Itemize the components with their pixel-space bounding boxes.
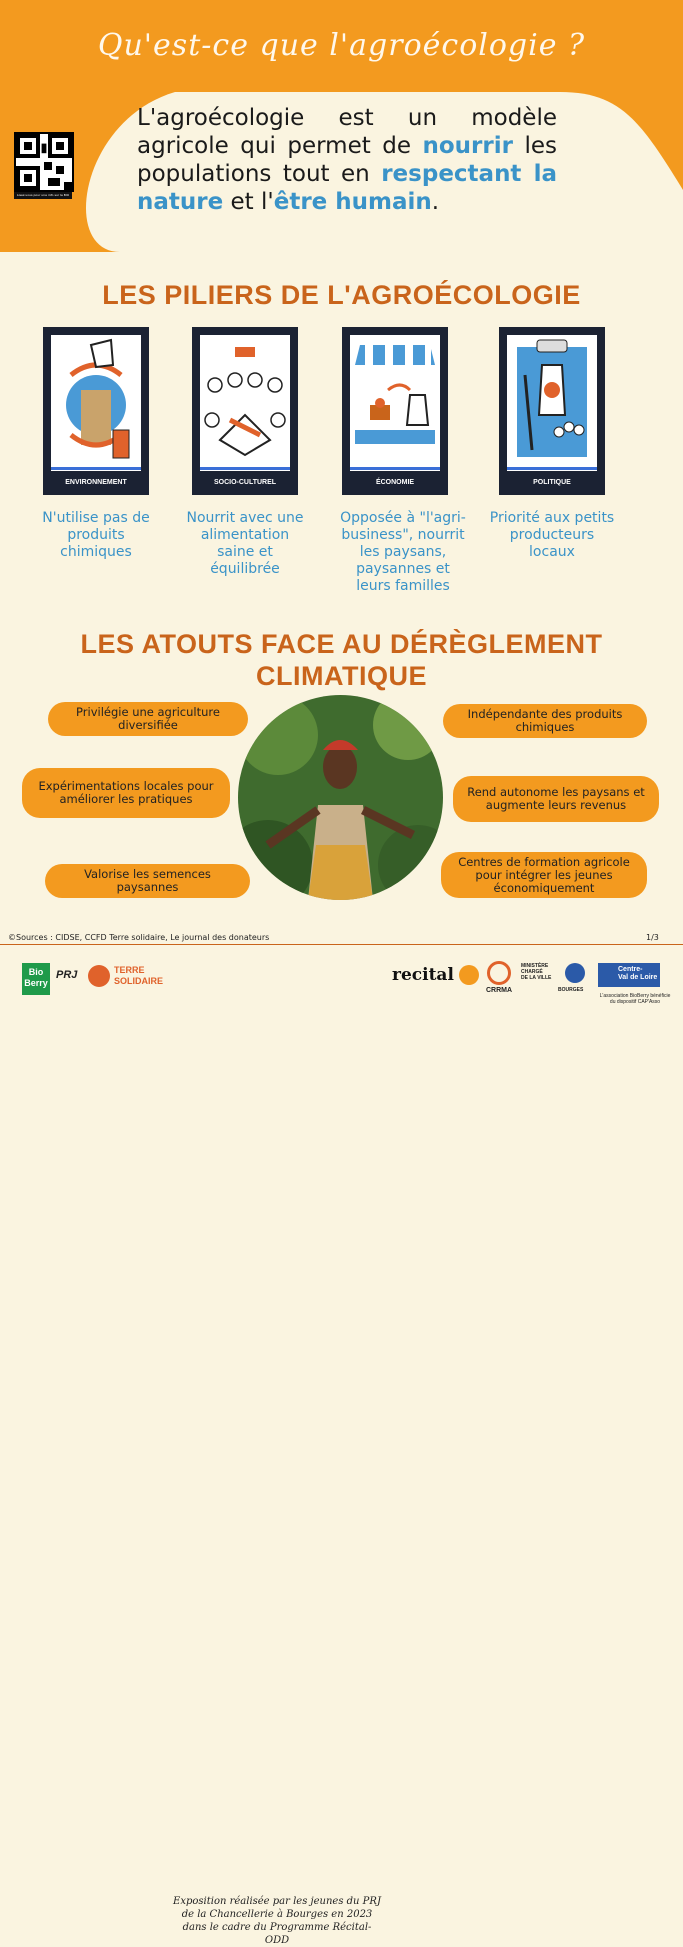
bourges-logo: BOURGES [558, 987, 584, 993]
economy-illustration [350, 335, 440, 471]
bourges-logo-icon [565, 963, 585, 983]
pillar-card-politique [499, 327, 605, 495]
bioberry-logo [22, 963, 50, 995]
recital-logo: recital [392, 965, 454, 985]
centre-val-de-loire-logo [598, 963, 660, 987]
pillar-label: ENVIRONNEMENT [65, 479, 127, 486]
pillar-card-socio-culturel [192, 327, 298, 495]
logo-text: CHARGÉ [521, 969, 543, 975]
qr-icon [16, 134, 72, 190]
intro-highlight: nourrir [422, 133, 513, 159]
intro-text: et l' [223, 189, 274, 215]
asset-pill: Valorise les semences paysannes [45, 864, 250, 898]
page-title: Qu'est-ce que l'agroécologie ? [97, 28, 586, 63]
sources-note: ©Sources : CIDSE, CCFD Terre solidaire, Le journal des donateurs [8, 933, 270, 942]
pillar-description: N'utilise pas de produits chimiques [42, 510, 150, 560]
asset-pill: Rend autonome les paysans et augmente leurs revenus [453, 776, 659, 822]
pillar-description: Nourrit avec une alimentation saine et équilibrée [186, 510, 304, 577]
ccfd-logo-icon [88, 965, 110, 987]
page-number: 1/3 [646, 933, 659, 942]
credit-line: de la Chancellerie à Bourges en 2023 [181, 1909, 373, 1920]
ministere-logo [521, 963, 551, 981]
asset-pill: Expérimentations locales pour améliorer les pratiques [22, 768, 230, 818]
credit-line: Exposition réalisée par les jeunes du PRJ [173, 1896, 381, 1907]
pillar-card-economie [342, 327, 448, 495]
pillar-label: SOCIO-CULTUREL [213, 479, 277, 486]
asset-pill: Indépendante des produits chimiques [443, 704, 647, 738]
partner-logo-icon [459, 965, 479, 985]
environment-illustration [51, 335, 141, 471]
crrma-logo-icon [487, 961, 511, 985]
logo-text: du dispositif CAP'Asso [609, 999, 661, 1005]
pillar-card-environnement [43, 327, 149, 495]
socio-cultural-illustration [200, 335, 290, 471]
pillars-title: LES PILIERS DE L'AGROÉCOLOGIE [102, 280, 581, 310]
footer [0, 945, 683, 1946]
logo-text: TERRE [114, 965, 145, 975]
asset-pill: Centres de formation agricole pour intégrer les jeunes économiquement [441, 852, 647, 898]
intro-paragraph [137, 104, 557, 216]
farmer-photo [238, 695, 443, 900]
pillar-accent-bar [350, 467, 440, 470]
pillar-description: Opposée à "l'agri-business", nourrit les paysans, paysannes et leurs familles [340, 510, 466, 594]
intro-text: les populations tout en [137, 133, 557, 187]
pillar-accent-bar [200, 467, 290, 470]
pillar-description: Priorité aux petits producteurs locaux [489, 510, 615, 560]
exhibition-credit [172, 1895, 382, 1947]
assets-title [0, 628, 683, 692]
pillar-accent-bar [51, 467, 141, 470]
qr-caption: Lisez-vous pour une info sur le BIO [14, 192, 72, 199]
politics-illustration [507, 335, 597, 471]
association-note [592, 993, 678, 1005]
assets-title-line: CLIMATIQUE [256, 661, 427, 691]
intro-highlight: être humain [273, 189, 432, 215]
credit-line: dans le cadre du Programme Récital-ODD [182, 1922, 372, 1946]
crrma-logo: CRRMA [486, 987, 513, 994]
logo-text: Centre- [618, 966, 643, 973]
intro-highlight: respectant la nature [137, 161, 558, 215]
ccfd-logo [114, 965, 163, 987]
assets-title-line: LES ATOUTS FACE AU DÉRÈGLEMENT [80, 629, 603, 659]
intro-text: L'agroécologie est un modèle agricole qui permet de [137, 105, 557, 159]
logo-text: DE LA VILLE [521, 975, 552, 981]
logo-text: MINISTÈRE [521, 963, 549, 969]
logo-text: Berry [24, 978, 48, 988]
pillar-label: POLITIQUE [533, 479, 571, 486]
logo-text: Val de Loire [618, 974, 658, 981]
qr-code[interactable] [14, 132, 74, 192]
logo-text: L'association BioBerry bénéficie [599, 993, 671, 999]
logo-text: SOLIDAIRE [114, 976, 164, 986]
asset-pill: Privilégie une agriculture diversifiée [48, 702, 248, 736]
pillar-accent-bar [507, 467, 597, 470]
logo-text: Bio [28, 967, 44, 977]
pillar-label: ÉCONOMIE [375, 479, 415, 486]
intro-text: . [431, 189, 440, 215]
prj-logo: PRJ [56, 969, 78, 981]
